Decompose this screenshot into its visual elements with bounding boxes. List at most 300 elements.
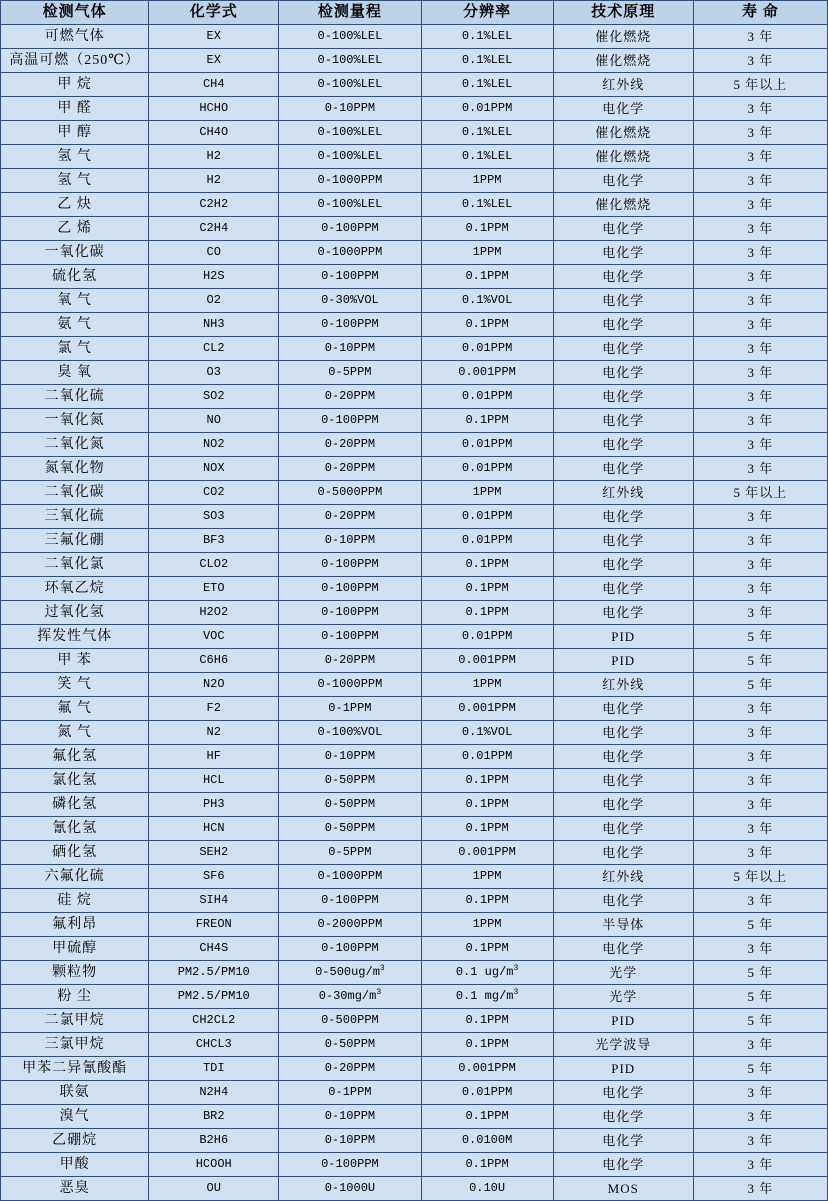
cell-technical-principle: 电化学 <box>553 505 693 529</box>
cell-chemical-formula: N2O <box>149 673 279 697</box>
table-row <box>1 337 828 361</box>
cell-resolution: 0.001PPM <box>421 649 553 673</box>
cell-lifespan: 3 年 <box>693 721 827 745</box>
cell-technical-principle: 电化学 <box>553 889 693 913</box>
cell-detection-range: 0-1000U <box>279 1177 421 1201</box>
table-row <box>1 721 828 745</box>
cell-chemical-formula: CHCL3 <box>149 1033 279 1057</box>
cell-detection-range: 0-5PPM <box>279 361 421 385</box>
cell-technical-principle: 电化学 <box>553 553 693 577</box>
cell-chemical-formula: PM2.5/PM10 <box>149 985 279 1009</box>
table-row <box>1 97 828 121</box>
cell-detection-range: 0-100PPM <box>279 601 421 625</box>
table-row <box>1 745 828 769</box>
cell-technical-principle: 电化学 <box>553 793 693 817</box>
cell-technical-principle: 电化学 <box>553 1105 693 1129</box>
cell-chemical-formula: NH3 <box>149 313 279 337</box>
cell-detection-range: 0-5000PPM <box>279 481 421 505</box>
cell-chemical-formula: N2H4 <box>149 1081 279 1105</box>
table-row <box>1 289 828 313</box>
cell-chemical-formula: NO <box>149 409 279 433</box>
cell-gas-name: 氯 气 <box>1 337 149 361</box>
cell-gas-name: 溴气 <box>1 1105 149 1129</box>
table-row <box>1 553 828 577</box>
cell-technical-principle: 催化燃烧 <box>553 25 693 49</box>
cell-lifespan: 3 年 <box>693 697 827 721</box>
cell-resolution: 0.1PPM <box>421 1153 553 1177</box>
cell-resolution: 0.001PPM <box>421 697 553 721</box>
cell-technical-principle: 电化学 <box>553 385 693 409</box>
cell-chemical-formula: SEH2 <box>149 841 279 865</box>
table-row <box>1 529 828 553</box>
cell-gas-name: 氢 气 <box>1 145 149 169</box>
cell-gas-name: 硒化氢 <box>1 841 149 865</box>
column-header-formula: 化学式 <box>149 1 279 25</box>
cell-detection-range: 0-50PPM <box>279 817 421 841</box>
cell-chemical-formula: EX <box>149 25 279 49</box>
cell-lifespan: 5 年 <box>693 673 827 697</box>
cell-resolution: 0.1PPM <box>421 937 553 961</box>
cell-lifespan: 3 年 <box>693 49 827 73</box>
cell-lifespan: 3 年 <box>693 1177 827 1201</box>
table-row <box>1 817 828 841</box>
cell-detection-range: 0-1000PPM <box>279 865 421 889</box>
cell-chemical-formula: PM2.5/PM10 <box>149 961 279 985</box>
cell-lifespan: 5 年 <box>693 649 827 673</box>
cell-gas-name: 臭 氧 <box>1 361 149 385</box>
cell-resolution: 1PPM <box>421 913 553 937</box>
cell-chemical-formula: NOX <box>149 457 279 481</box>
cell-detection-range: 0-20PPM <box>279 457 421 481</box>
cell-technical-principle: PID <box>553 649 693 673</box>
cell-detection-range: 0-100%LEL <box>279 145 421 169</box>
table-row <box>1 217 828 241</box>
cell-detection-range: 0-100PPM <box>279 577 421 601</box>
cell-detection-range: 0-100%VOL <box>279 721 421 745</box>
cell-resolution: 0.001PPM <box>421 361 553 385</box>
cell-lifespan: 5 年 <box>693 985 827 1009</box>
cell-gas-name: 三氟化硼 <box>1 529 149 553</box>
cell-technical-principle: 催化燃烧 <box>553 121 693 145</box>
table-row <box>1 25 828 49</box>
cell-detection-range: 0-50PPM <box>279 1033 421 1057</box>
table-row <box>1 385 828 409</box>
table-row <box>1 673 828 697</box>
cell-resolution: 0.1 $ug/m^3$ <box>421 961 553 985</box>
table-row <box>1 769 828 793</box>
cell-detection-range: 0-1000PPM <box>279 169 421 193</box>
cell-resolution: 0.1PPM <box>421 601 553 625</box>
cell-gas-name: 甲苯二异氰酸酯 <box>1 1057 149 1081</box>
cell-resolution: 0.1%LEL <box>421 193 553 217</box>
cell-resolution: 0.01PPM <box>421 337 553 361</box>
cell-resolution: 0.1PPM <box>421 217 553 241</box>
cell-detection-range: 0-100PPM <box>279 1153 421 1177</box>
cell-detection-range: 0-100PPM <box>279 217 421 241</box>
cell-detection-range: 0-10PPM <box>279 1129 421 1153</box>
cell-gas-name: 甲 醇 <box>1 121 149 145</box>
cell-technical-principle: 电化学 <box>553 289 693 313</box>
cell-lifespan: 3 年 <box>693 169 827 193</box>
cell-detection-range: 0-1PPM <box>279 1081 421 1105</box>
cell-resolution: 0.01PPM <box>421 433 553 457</box>
cell-lifespan: 3 年 <box>693 937 827 961</box>
cell-gas-name: 氟 气 <box>1 697 149 721</box>
cell-resolution: 1PPM <box>421 169 553 193</box>
cell-technical-principle: 电化学 <box>553 697 693 721</box>
cell-resolution: 0.1%LEL <box>421 73 553 97</box>
cell-gas-name: 笑 气 <box>1 673 149 697</box>
table-row <box>1 73 828 97</box>
cell-gas-name: 氮 气 <box>1 721 149 745</box>
table-row <box>1 985 828 1009</box>
cell-resolution: 0.10U <box>421 1177 553 1201</box>
cell-lifespan: 3 年 <box>693 553 827 577</box>
cell-resolution: 0.01PPM <box>421 505 553 529</box>
cell-detection-range: 0-500PPM <box>279 1009 421 1033</box>
cell-detection-range: 0-100%LEL <box>279 121 421 145</box>
table-row <box>1 649 828 673</box>
cell-detection-range: 0-10PPM <box>279 745 421 769</box>
cell-gas-name: 过氧化氢 <box>1 601 149 625</box>
cell-lifespan: 3 年 <box>693 769 827 793</box>
cell-technical-principle: 电化学 <box>553 241 693 265</box>
cell-lifespan: 5 年以上 <box>693 481 827 505</box>
cell-technical-principle: 电化学 <box>553 577 693 601</box>
cell-technical-principle: 光学波导 <box>553 1033 693 1057</box>
cell-detection-range: 0-10PPM <box>279 529 421 553</box>
cell-chemical-formula: CH4 <box>149 73 279 97</box>
cell-chemical-formula: B2H6 <box>149 1129 279 1153</box>
cell-lifespan: 3 年 <box>693 313 827 337</box>
table-row <box>1 961 828 985</box>
cell-technical-principle: 电化学 <box>553 457 693 481</box>
cell-detection-range: 0-100%LEL <box>279 49 421 73</box>
cell-detection-range: 0-5PPM <box>279 841 421 865</box>
header-row <box>1 1 828 25</box>
cell-technical-principle: 催化燃烧 <box>553 145 693 169</box>
cell-technical-principle: 电化学 <box>553 529 693 553</box>
table-row <box>1 457 828 481</box>
table-row <box>1 169 828 193</box>
column-header-lifespan: 寿 命 <box>693 1 827 25</box>
cell-chemical-formula: FREON <box>149 913 279 937</box>
cell-lifespan: 3 年 <box>693 25 827 49</box>
table-row <box>1 937 828 961</box>
column-header-range: 检测量程 <box>279 1 421 25</box>
cell-resolution: 0.1%VOL <box>421 289 553 313</box>
cell-gas-name: 磷化氢 <box>1 793 149 817</box>
table-row <box>1 241 828 265</box>
cell-gas-name: 一氧化氮 <box>1 409 149 433</box>
cell-detection-range: 0-100%LEL <box>279 25 421 49</box>
cell-lifespan: 5 年 <box>693 1009 827 1033</box>
cell-resolution: 0.1PPM <box>421 1105 553 1129</box>
cell-technical-principle: 催化燃烧 <box>553 193 693 217</box>
table-row <box>1 313 828 337</box>
cell-chemical-formula: CLO2 <box>149 553 279 577</box>
cell-technical-principle: PID <box>553 1009 693 1033</box>
cell-gas-name: 甲 苯 <box>1 649 149 673</box>
cell-lifespan: 3 年 <box>693 385 827 409</box>
cell-gas-name: 氰化氢 <box>1 817 149 841</box>
cell-resolution: 0.01PPM <box>421 529 553 553</box>
cell-gas-name: 氧 气 <box>1 289 149 313</box>
cell-gas-name: 乙硼烷 <box>1 1129 149 1153</box>
table-row <box>1 913 828 937</box>
cell-gas-name: 恶臭 <box>1 1177 149 1201</box>
cell-detection-range: 0-20PPM <box>279 649 421 673</box>
cell-detection-range: 0-100PPM <box>279 409 421 433</box>
cell-resolution: 0.1PPM <box>421 577 553 601</box>
cell-resolution: 0.01PPM <box>421 745 553 769</box>
cell-resolution: 1PPM <box>421 673 553 697</box>
cell-chemical-formula: NO2 <box>149 433 279 457</box>
cell-detection-range: 0-10PPM <box>279 337 421 361</box>
cell-gas-name: 氢 气 <box>1 169 149 193</box>
cell-chemical-formula: HCHO <box>149 97 279 121</box>
cell-technical-principle: 电化学 <box>553 601 693 625</box>
table-row <box>1 793 828 817</box>
cell-resolution: 0.1%LEL <box>421 121 553 145</box>
cell-gas-name: 二氧化硫 <box>1 385 149 409</box>
cell-chemical-formula: SO3 <box>149 505 279 529</box>
cell-gas-name: 氮氧化物 <box>1 457 149 481</box>
cell-lifespan: 3 年 <box>693 337 827 361</box>
cell-gas-name: 硫化氢 <box>1 265 149 289</box>
cell-resolution: 0.1 $mg/m^3$ <box>421 985 553 1009</box>
cell-chemical-formula: H2S <box>149 265 279 289</box>
cell-resolution: 0.1PPM <box>421 1009 553 1033</box>
table-row <box>1 193 828 217</box>
cell-lifespan: 3 年 <box>693 241 827 265</box>
cell-chemical-formula: BF3 <box>149 529 279 553</box>
cell-detection-range: 0-100PPM <box>279 937 421 961</box>
cell-gas-name: 氟化氢 <box>1 745 149 769</box>
cell-lifespan: 3 年 <box>693 601 827 625</box>
cell-chemical-formula: HCL <box>149 769 279 793</box>
cell-technical-principle: 电化学 <box>553 337 693 361</box>
cell-resolution: 0.1PPM <box>421 817 553 841</box>
cell-detection-range: 0-20PPM <box>279 385 421 409</box>
cell-gas-name: 二氧化氮 <box>1 433 149 457</box>
cell-technical-principle: 电化学 <box>553 1153 693 1177</box>
cell-technical-principle: 电化学 <box>553 361 693 385</box>
cell-resolution: 0.1PPM <box>421 265 553 289</box>
cell-resolution: 0.1PPM <box>421 793 553 817</box>
cell-detection-range: 0-50PPM <box>279 769 421 793</box>
cell-gas-name: 颗粒物 <box>1 961 149 985</box>
table-row <box>1 865 828 889</box>
cell-technical-principle: 半导体 <box>553 913 693 937</box>
cell-gas-name: 氯化氢 <box>1 769 149 793</box>
cell-chemical-formula: CH4S <box>149 937 279 961</box>
cell-chemical-formula: CO <box>149 241 279 265</box>
cell-gas-name: 氨 气 <box>1 313 149 337</box>
cell-resolution: 0.1%VOL <box>421 721 553 745</box>
cell-gas-name: 一氧化碳 <box>1 241 149 265</box>
cell-technical-principle: 电化学 <box>553 817 693 841</box>
cell-chemical-formula: SO2 <box>149 385 279 409</box>
cell-detection-range: 0-50PPM <box>279 793 421 817</box>
cell-resolution: 1PPM <box>421 481 553 505</box>
cell-chemical-formula: SIH4 <box>149 889 279 913</box>
table-row <box>1 265 828 289</box>
cell-detection-range: 0-20PPM <box>279 505 421 529</box>
cell-lifespan: 5 年以上 <box>693 865 827 889</box>
cell-lifespan: 3 年 <box>693 1129 827 1153</box>
cell-chemical-formula: CO2 <box>149 481 279 505</box>
cell-gas-name: 甲 烷 <box>1 73 149 97</box>
cell-chemical-formula: PH3 <box>149 793 279 817</box>
cell-resolution: 0.01PPM <box>421 1081 553 1105</box>
cell-technical-principle: PID <box>553 1057 693 1081</box>
cell-resolution: 0.0100M <box>421 1129 553 1153</box>
cell-technical-principle: 催化燃烧 <box>553 49 693 73</box>
cell-detection-range: 0-20PPM <box>279 433 421 457</box>
cell-technical-principle: 红外线 <box>553 73 693 97</box>
cell-detection-range: 0-100PPM <box>279 889 421 913</box>
table-row <box>1 361 828 385</box>
cell-detection-range: $0-30mg/m^3$ <box>279 985 421 1009</box>
cell-lifespan: 3 年 <box>693 97 827 121</box>
cell-chemical-formula: H2 <box>149 169 279 193</box>
cell-lifespan: 3 年 <box>693 577 827 601</box>
table-row <box>1 601 828 625</box>
cell-detection-range: 0-2000PPM <box>279 913 421 937</box>
cell-technical-principle: 电化学 <box>553 937 693 961</box>
cell-resolution: 0.1PPM <box>421 769 553 793</box>
cell-chemical-formula: C2H2 <box>149 193 279 217</box>
cell-chemical-formula: CL2 <box>149 337 279 361</box>
cell-detection-range: 0-100%LEL <box>279 73 421 97</box>
cell-detection-range: $0-500ug/m^3$ <box>279 961 421 985</box>
cell-lifespan: 3 年 <box>693 409 827 433</box>
cell-detection-range: 0-1000PPM <box>279 241 421 265</box>
table-row <box>1 145 828 169</box>
cell-lifespan: 3 年 <box>693 817 827 841</box>
cell-detection-range: 0-100PPM <box>279 625 421 649</box>
cell-technical-principle: 红外线 <box>553 865 693 889</box>
cell-detection-range: 0-100PPM <box>279 265 421 289</box>
cell-lifespan: 3 年 <box>693 529 827 553</box>
cell-chemical-formula: BR2 <box>149 1105 279 1129</box>
cell-gas-name: 三氯甲烷 <box>1 1033 149 1057</box>
cell-resolution: 0.1PPM <box>421 889 553 913</box>
cell-chemical-formula: CH2CL2 <box>149 1009 279 1033</box>
cell-lifespan: 3 年 <box>693 265 827 289</box>
cell-detection-range: 0-10PPM <box>279 1105 421 1129</box>
cell-lifespan: 3 年 <box>693 1081 827 1105</box>
cell-chemical-formula: H2 <box>149 145 279 169</box>
cell-detection-range: 0-100PPM <box>279 313 421 337</box>
cell-technical-principle: 电化学 <box>553 721 693 745</box>
cell-chemical-formula: H2O2 <box>149 601 279 625</box>
cell-technical-principle: 电化学 <box>553 409 693 433</box>
cell-lifespan: 3 年 <box>693 433 827 457</box>
cell-resolution: 0.1PPM <box>421 313 553 337</box>
cell-chemical-formula: CH4O <box>149 121 279 145</box>
cell-lifespan: 5 年 <box>693 625 827 649</box>
table-row <box>1 625 828 649</box>
table-row <box>1 841 828 865</box>
cell-lifespan: 3 年 <box>693 121 827 145</box>
column-header-gas: 检测气体 <box>1 1 149 25</box>
cell-resolution: 0.01PPM <box>421 97 553 121</box>
table-row <box>1 1057 828 1081</box>
cell-lifespan: 3 年 <box>693 217 827 241</box>
column-header-principle: 技术原理 <box>553 1 693 25</box>
table-row <box>1 1081 828 1105</box>
cell-gas-name: 甲硫醇 <box>1 937 149 961</box>
cell-lifespan: 3 年 <box>693 193 827 217</box>
cell-technical-principle: PID <box>553 625 693 649</box>
cell-technical-principle: 红外线 <box>553 673 693 697</box>
cell-gas-name: 甲酸 <box>1 1153 149 1177</box>
cell-lifespan: 5 年 <box>693 913 827 937</box>
table-row <box>1 889 828 913</box>
cell-gas-name: 联氨 <box>1 1081 149 1105</box>
cell-gas-name: 甲 醛 <box>1 97 149 121</box>
cell-technical-principle: 电化学 <box>553 841 693 865</box>
cell-chemical-formula: C2H4 <box>149 217 279 241</box>
cell-technical-principle: 电化学 <box>553 433 693 457</box>
column-header-resolution: 分辨率 <box>421 1 553 25</box>
cell-gas-name: 环氧乙烷 <box>1 577 149 601</box>
cell-detection-range: 0-10PPM <box>279 97 421 121</box>
cell-gas-name: 二氧化碳 <box>1 481 149 505</box>
cell-resolution: 0.1%LEL <box>421 25 553 49</box>
cell-technical-principle: 电化学 <box>553 1081 693 1105</box>
cell-resolution: 1PPM <box>421 865 553 889</box>
cell-technical-principle: 电化学 <box>553 313 693 337</box>
cell-lifespan: 3 年 <box>693 889 827 913</box>
cell-technical-principle: 电化学 <box>553 769 693 793</box>
cell-lifespan: 5 年以上 <box>693 73 827 97</box>
cell-gas-name: 氟利昂 <box>1 913 149 937</box>
table-row <box>1 49 828 73</box>
cell-chemical-formula: F2 <box>149 697 279 721</box>
cell-lifespan: 3 年 <box>693 145 827 169</box>
table-row <box>1 433 828 457</box>
cell-chemical-formula: HCOOH <box>149 1153 279 1177</box>
cell-gas-name: 二氧化氯 <box>1 553 149 577</box>
cell-detection-range: 0-1PPM <box>279 697 421 721</box>
table-row <box>1 1129 828 1153</box>
cell-gas-name: 可燃气体 <box>1 25 149 49</box>
cell-chemical-formula: HCN <box>149 817 279 841</box>
table-row <box>1 577 828 601</box>
table-row <box>1 409 828 433</box>
cell-detection-range: 0-1000PPM <box>279 673 421 697</box>
cell-resolution: 0.01PPM <box>421 625 553 649</box>
cell-technical-principle: 电化学 <box>553 97 693 121</box>
cell-technical-principle: 光学 <box>553 961 693 985</box>
table-row <box>1 481 828 505</box>
cell-gas-name: 六氟化硫 <box>1 865 149 889</box>
cell-lifespan: 3 年 <box>693 793 827 817</box>
table-row <box>1 1033 828 1057</box>
table-row <box>1 1177 828 1201</box>
cell-lifespan: 3 年 <box>693 1033 827 1057</box>
cell-chemical-formula: TDI <box>149 1057 279 1081</box>
cell-resolution: 0.01PPM <box>421 385 553 409</box>
cell-resolution: 0.1%LEL <box>421 145 553 169</box>
cell-resolution: 0.1PPM <box>421 553 553 577</box>
cell-chemical-formula: O3 <box>149 361 279 385</box>
cell-technical-principle: 电化学 <box>553 169 693 193</box>
cell-technical-principle: 红外线 <box>553 481 693 505</box>
